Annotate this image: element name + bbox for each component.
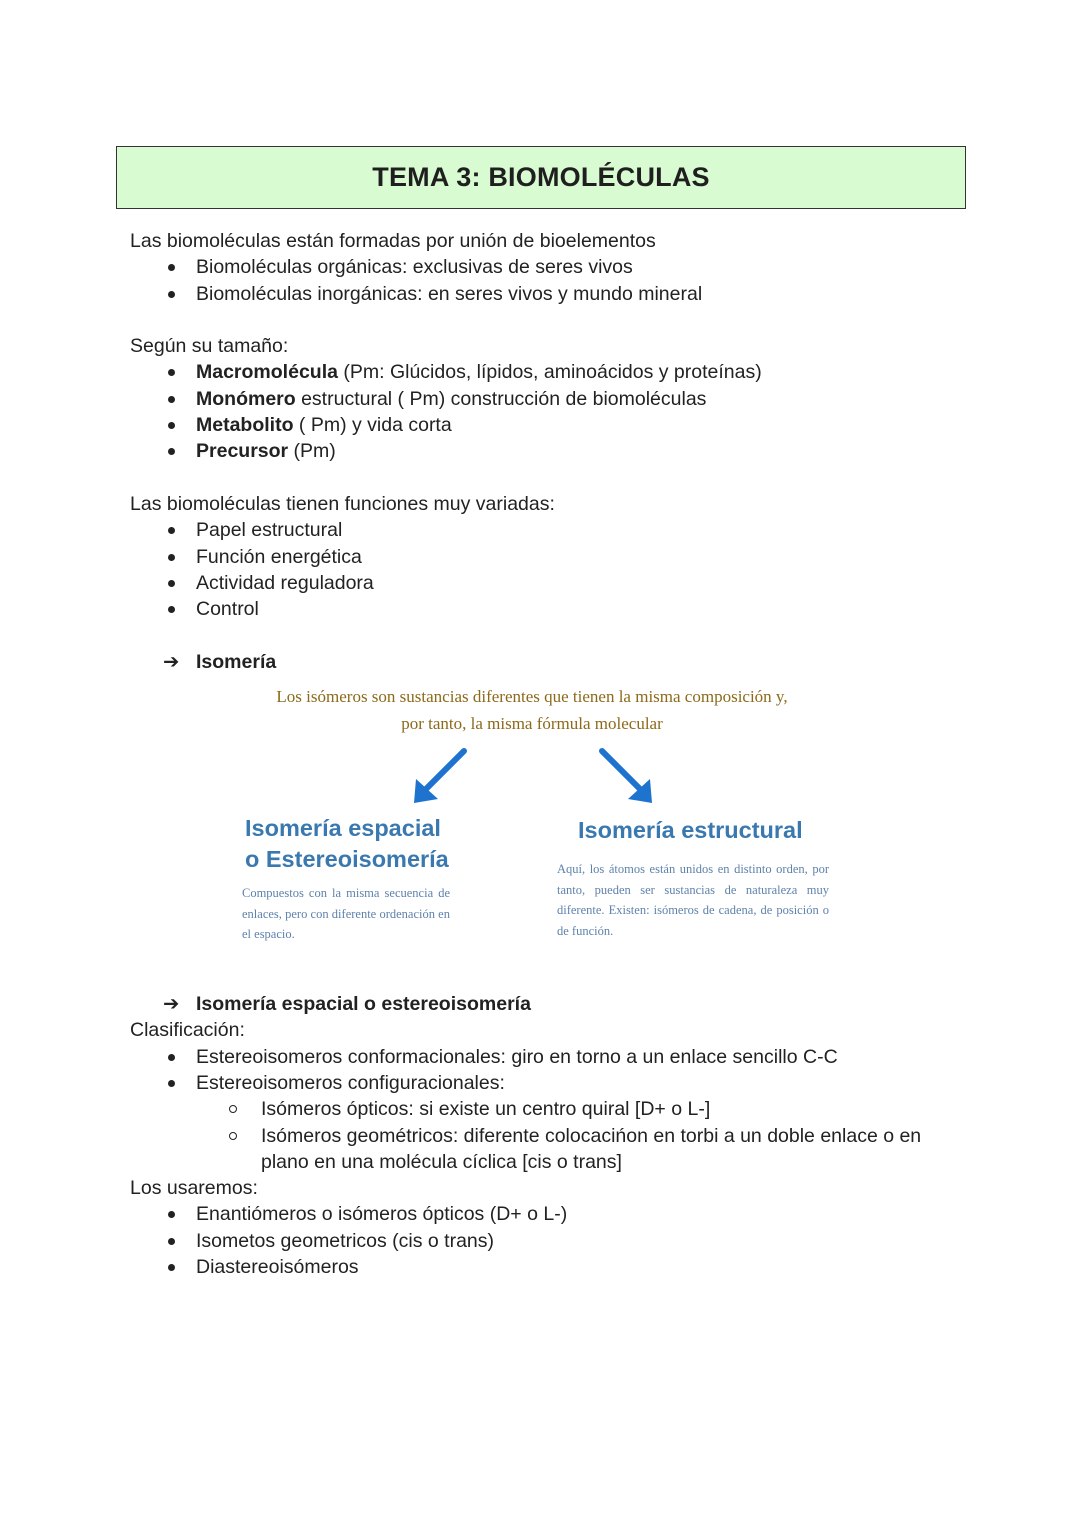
functions-list xyxy=(130,517,970,622)
term: Precursor xyxy=(196,440,289,463)
list-item: Papel estructural xyxy=(130,517,970,543)
right-branch-title: Isomería estructural xyxy=(578,817,803,844)
list-item xyxy=(130,412,970,438)
diagram-intro-line: por tanto, la misma fórmula molecular xyxy=(401,714,663,734)
list-item: Función energética xyxy=(130,544,970,570)
document-body xyxy=(130,228,970,1280)
left-branch-desc: Compuestos con la misma secuencia de enlaces, pero con diferente ordenación en el espacio. xyxy=(242,886,450,942)
term: Metabolito xyxy=(196,414,294,437)
espacial-heading xyxy=(130,991,970,1017)
arrow-right-icon: ➔ xyxy=(163,993,180,1016)
term-desc: ( Pm) y vida corta xyxy=(293,414,452,437)
list-item: Estereoisomeros conformacionales: giro en torno a un enlace sencillo C-C xyxy=(130,1044,970,1070)
left-title-line: o Estereoisomería xyxy=(245,846,449,873)
left-branch-title xyxy=(245,813,449,875)
sublist-item: Isómeros geométricos: diferente colocacińon en torbi a un doble enlace o en plano en una molécula cíclica [cis o trans] xyxy=(130,1123,970,1176)
arrow-down-right-icon xyxy=(596,747,656,809)
clasificacion-list xyxy=(130,1044,970,1097)
list-item: Enantiómeros o isómeros ópticos (D+ o L-) xyxy=(130,1201,970,1227)
size-heading: Según su tamaño: xyxy=(130,335,289,358)
list-item: Isometos geometricos (cis o trans) xyxy=(130,1228,970,1254)
title-box xyxy=(116,146,966,209)
espacial-heading-text: Isomería espacial o estereoisomería xyxy=(196,993,531,1016)
functions-heading: Las biomoléculas tienen funciones muy variadas: xyxy=(130,492,555,515)
configuracionales-sublist xyxy=(130,1096,970,1175)
isomeria-diagram xyxy=(130,675,970,991)
list-item xyxy=(130,386,970,412)
diagram-intro xyxy=(130,683,934,737)
list-item: Control xyxy=(130,596,970,622)
term: Monómero xyxy=(196,387,296,410)
list-item: Actividad reguladora xyxy=(130,570,970,596)
term-desc: (Pm) xyxy=(288,440,336,463)
list-item: Biomoléculas inorgánicas: en seres vivos y mundo mineral xyxy=(130,281,970,307)
isomeria-heading-text: Isomería xyxy=(196,650,277,673)
list-item: Estereoisomeros configuracionales: xyxy=(130,1070,970,1096)
term: Macromolécula xyxy=(196,361,338,384)
usaremos-label: Los usaremos: xyxy=(130,1177,258,1200)
term-desc: estructural ( Pm) construcción de biomoléculas xyxy=(295,387,707,410)
list-item xyxy=(130,359,970,385)
diagram-intro-line: Los isómeros son sustancias diferentes que tienen la misma composición y, xyxy=(276,687,788,707)
isomeria-heading xyxy=(130,649,970,675)
size-list xyxy=(130,359,970,464)
intro-list xyxy=(130,254,970,307)
arrow-down-left-icon xyxy=(410,747,470,809)
list-item: Biomoléculas orgánicas: exclusivas de seres vivos xyxy=(130,254,970,280)
page-title: TEMA 3: BIOMOLÉCULAS xyxy=(372,162,710,192)
list-item: Diastereoisómeros xyxy=(130,1254,970,1280)
list-item xyxy=(130,438,970,464)
clasificacion-label: Clasificación: xyxy=(130,1019,245,1042)
sublist-item: Isómeros ópticos: si existe un centro quiral [D+ o L-] xyxy=(130,1096,970,1122)
term-desc: (Pm: Glúcidos, lípidos, aminoácidos y proteínas) xyxy=(337,361,762,384)
intro-text: Las biomoléculas están formadas por unión de bioelementos xyxy=(130,230,656,252)
right-branch-desc: Aquí, los átomos están unidos en distinto orden, por tanto, pueden ser sustancias de naturaleza muy diferente. Existen: isómeros de cadena, de posición o de función. xyxy=(557,862,829,938)
left-title-line: Isomería espacial xyxy=(245,815,441,842)
arrow-right-icon: ➔ xyxy=(163,650,180,673)
usaremos-list xyxy=(130,1201,970,1280)
